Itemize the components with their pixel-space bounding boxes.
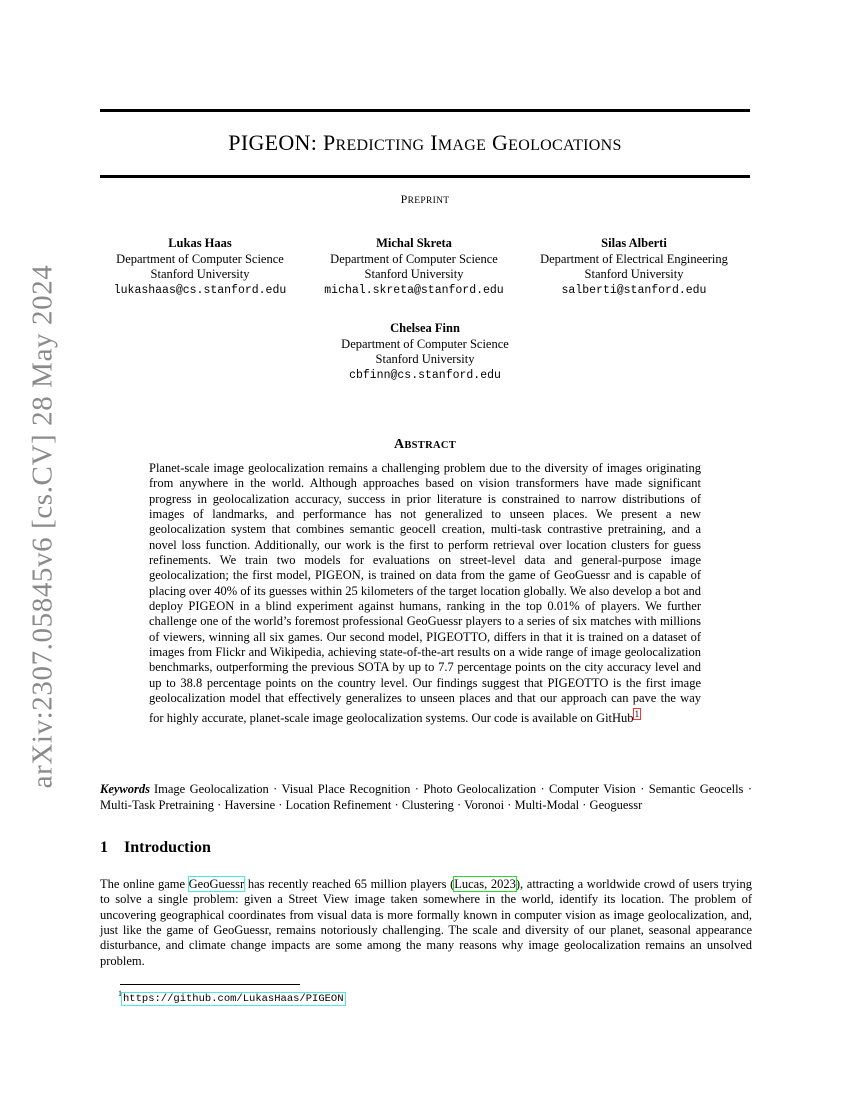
- author-block: [100, 236, 300, 298]
- intro-paragraph: The online game GeoGuessr has recently reached 65 million players (Lucas, 2023), attracting a worldwide crowd of users trying to solve a single problem: given a Street View image taken somewhere in the world, identify its location. The problem of uncovering geographical coordinates from visual data is more formally known in computer vision as image geolocalization, and, just like the game of GeoGuessr, remains notoriously challenging. The scale and diversity of our planet, seasonal appearance disturbance, and climate change impacts are some among the many reasons why image geolocalization remains an unsolved problem.: [100, 877, 752, 968]
- author-dept: Department of Electrical Engineering: [540, 251, 728, 266]
- author-email[interactable]: michal.skreta@stanford.edu: [324, 283, 504, 297]
- keywords-label: Keywords: [100, 782, 150, 796]
- paper-title: PIGEON: PREDICTING IMAGE GEOLOCATIONS: [228, 130, 622, 155]
- abstract-text: Planet-scale image geolocalization remains a challenging problem due to the diversity of images originating from anywhere in the world. Although approaches based on vision transformers have made significant progress in geolocalization accuracy, success in prior literature is constrained to narrow distributions of images of landmarks, and performance has not generalized to unseen places. We present a new geolocalization system that combines semantic geocell creation, multi-task contrastive pretraining, and a novel loss function. Additionally, our work is the first to perform retrieval over location clusters for guess refinements. We train two models for evaluations on street-level data and general-purpose image geolocalization; the first model, PIGEON, is trained on data from the game of GeoGuessr and is capable of placing over 40% of its guesses within 25 kilometers of the target location globally. We also develop a bot and deploy PIGEON in a blind experiment against humans, ranking in the top 0.01% of players. We further challenge one of the world’s foremost professional GeoGuessr players to a series of six matches with millions of viewers, winning all six games. Our second model, PIGEOTTO, differs in that it is trained on a dataset of images from Flickr and Wikipedia, achieving state-of-the-art results on a wide range of image geolocalization benchmarks, outperforming the previous SOTA by up to 7.7 percentage points on the city accuracy level and up to 38.8 percentage points on the country level. Our findings suggest that PIGEOTTO is the first image geolocalization model that effectively generalizes to unseen places and that our approach can pave the way for highly accurate, planet-scale image geolocalization systems. Our code is available on GitHub$^1$: [149, 461, 701, 725]
- citation-link[interactable]: Lucas, 2023: [454, 877, 516, 891]
- author-univ: Stanford University: [364, 267, 464, 281]
- title-bottom-rule: [100, 175, 750, 178]
- author-univ: Stanford University: [584, 267, 684, 281]
- author-univ: Stanford University: [375, 352, 475, 366]
- title-top-rule: [100, 109, 750, 112]
- author-name: Michal Skreta: [376, 236, 452, 250]
- arxiv-stamp: arXiv:2307.05845v6 [cs.CV] 28 May 2024: [26, 264, 59, 789]
- author-block: [325, 321, 525, 383]
- author-name: Silas Alberti: [601, 236, 667, 250]
- author-email[interactable]: cbfinn@cs.stanford.edu: [349, 368, 501, 382]
- author-name: Chelsea Finn: [390, 321, 460, 335]
- footnote: $^1$https://github.com/LukasHaas/PIGEON: [118, 989, 344, 1005]
- author-name: Lukas Haas: [168, 236, 232, 250]
- author-dept: Department of Computer Science: [116, 251, 284, 266]
- author-email[interactable]: salberti@stanford.edu: [561, 283, 707, 297]
- author-dept: Department of Computer Science: [330, 251, 498, 266]
- geoguessr-link[interactable]: GeoGuessr: [188, 877, 245, 891]
- footnote-rule: [120, 984, 300, 985]
- footnote-url-link[interactable]: https://github.com/LukasHaas/PIGEON: [123, 992, 344, 1005]
- section-heading: 1 Introduction: [100, 839, 211, 856]
- keywords: [100, 782, 752, 813]
- preprint-label: PREPRINT: [400, 192, 450, 206]
- keywords-text: Image Geolocalization · Visual Place Recognition · Photo Geolocalization · Computer Vision · Semantic Geocells · Multi-Task Pretraining · Haversine · Location Refinement · Clustering · Voronoi · Multi-Modal · Geoguessr: [100, 782, 752, 812]
- author-block: [528, 236, 740, 298]
- footnote-ref-link[interactable]: 1: [634, 708, 640, 719]
- author-univ: Stanford University: [150, 267, 250, 281]
- author-block: [314, 236, 514, 298]
- abstract-heading: ABSTRACT: [393, 437, 457, 452]
- author-dept: Department of Computer Science: [341, 336, 509, 351]
- author-email[interactable]: lukashaas@cs.stanford.edu: [113, 283, 287, 297]
